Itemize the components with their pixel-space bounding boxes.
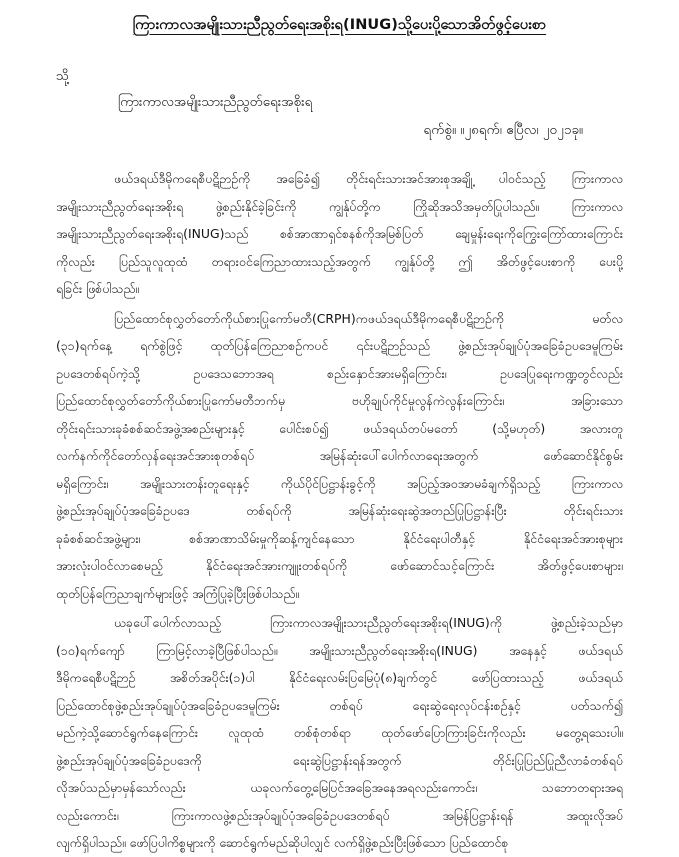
addressee: ကြားကာလအမျိုးသားညီညွတ်ရေးအစိုးရ [118,94,313,110]
paragraph [56,305,623,608]
paragraph-line: ကိုလည်း ပြည်သူလူထုထံ တရားဝင်ကြေညာထားသည့်အတွက် ကျွန်ုပ်တို့ ဤ အိတ်ဖွင့်ပေးစာကို ပေးပို့ [56,253,623,269]
paragraph-line: အမျိုးသားညီညွတ်ရေးအစိုးရ ဖွဲ့စည်းနိုင်ခဲ့ခြင်းကို ကျွန်ုပ်တို့က ကြိုဆိုအသိအမှတ်ပြုပါသည်။ ကြားကာလ [56,198,623,214]
letter-body [56,165,623,857]
paragraph-line: (၃၁)ရက်နေ့ ရက်စွဲဖြင့် ထုတ်ပြန်ကြေညာစဉ်ကပင် ၎င်းပဋိဉာဉ်သည် ဖွဲ့စည်းအုပ်ချုပ်ပုံအခြေခံဥပဒေမူကြမ်း [56,338,623,353]
paragraph-line: တိုင်းရင်းသားခုခံစစ်ဆင်အဖွဲ့အစည်းများနှင့် ပေါင်းစပ်၍ ဖယ်ဒရယ်တပ်မတော် (သို့မဟုတ်) အလားတူ [56,420,623,436]
paragraph [56,165,623,303]
paragraph-line: အားလုံးပါဝင်လာစေမည့် နိုင်ငံရေးအင်အားကျူးတစ်ရပ်ကို ဖော်ဆောင်သင့်ကြောင်း အိတ်ဖွင့်ပေးစာများ၊ [56,558,623,573]
paragraph-line: ပြည်ထောင်စုလွှတ်တော်ကိုယ်စားပြုကော်မတီ(CRPH)ကဖယ်ဒရယ်ဒီမိုကရေစီပဋိဉာဉ်ကို မတ်လ [114,310,623,326]
paragraph-line: ရခြင်း ဖြစ်ပါသည်။ [56,281,140,296]
paragraph [56,609,623,857]
paragraph-line: မည်ကဲ့သို့ဆောင်ရွက်နေကြောင်း လူထုထံ တစ်စုံတစ်ရာ ထုတ်ဖော်ပြောကြားခြင်းကိုလည်း မတွေ့ရသေးပါ။ [56,725,623,740]
salutation: သို့ [56,68,70,84]
paragraph-line: ခုခံစစ်ဆင်အဖွဲ့များ၊ စစ်အာဏာသိမ်းမှုကိုဆန့်ကျင်နေသော နိုင်ငံရေးပါတီနှင့် နိုင်ငံရေးအင်အားစုများ [56,530,623,546]
paragraph-line: ဖယ်ဒရယ်ဒီမိုကရေစီပဋိဉာဉ်ကို အခြေခံ၍ တိုင်းရင်းသားအင်အားစုအချို့ ပါဝင်သည့် ကြားကာလ [114,171,623,186]
paragraph-line: မရှိကြောင်း၊ အမျိုးသားတန်းတူရေးနှင့် ကိုယ်ပိုင်ပြဋ္ဌာန်းခွင့်ကို အပြည့်အဝအာမခံချက်ရှိသည့် ကြားကာလ [56,475,623,491]
paragraph-line: (၁၀)ရက်ကျော် ကြာမြင့်လာခဲ့ပြီဖြစ်ပါသည်။ အမျိုးသားညီညွတ်ရေးအစိုးရ(INUG) အနေနှင့် ဖယ်ဒရယ် [56,642,623,658]
paragraph-line: ဖွဲ့စည်းအုပ်ချုပ်ပုံအခြေခံဥပဒေ တစ်ရပ်ကို အမြန်ဆုံးရေးဆွဲအတည်ပြုပြဋ္ဌာန်းပြီး တိုင်းရင်းသား [56,503,623,518]
paragraph-line: လိုအပ်သည်မှာမှန်သော်လည်း ယခုလက်တွေ့မြေပြင်အခြေအနေအရလည်းကောင်း၊ သဘောတရားအရ [56,780,623,795]
paragraph-line: ဥပဒေတစ်ရပ်ကဲ့သို့ ဥပဒေသဘောအရ စည်းနှောင်အားမရှိကြောင်း၊ ဥပဒေပြုရေးကဏ္ဍတွင်လည်း [56,365,623,381]
paragraph-line: အမျိုးသားညီညွတ်ရေးအစိုးရ(INUG)သည် စစ်အာဏာရှင်စနစ်ကိုအမြစ်ပြတ် ချေမှုန်းရေးကိုကြွေးကြော်ထားကြောင်း [56,226,623,241]
letter-date: ရက်စွဲ။ ။၂၈ရက်၊ ဧပြီလ၊ ၂၀၂၁ခု။ [423,122,583,138]
paragraph-line: လျက်ရှိပါသည်။ ဖော်ပြပါကိစ္စများကို ဆောင်ရွက်မည်ဆိုပါလျှင် လက်ရှိဖွဲ့စည်းပြီးဖြစ်သော ပြည်ထောင်စု [56,835,509,850]
letter-title: ကြားကာလအမျိုးသားညီညွတ်ရေးအစိုးရ(INUG)သို့ပေးပို့သောအိတ်ဖွင့်ပေးစာ [132,17,547,33]
paragraph-line: လည်းကောင်း၊ ကြားကာလဖွဲ့စည်းအုပ်ချုပ်ပုံအခြေခံဥပဒေတစ်ရပ် အမြန်ပြဋ္ဌာန်းရန် အထူးလိုအပ် [56,807,623,823]
paragraph-line: ဒီမိုကရေစီပဋိဉာဉ် အစိတ်အပိုင်း(၁)ပါ နိုင်ငံရေးလမ်းပြမြေပုံ(၈)ချက်တွင် ဖော်ပြထားသည့် ဖယ်ဒရယ် [56,670,623,685]
paragraph-line: ဖွဲ့စည်းအုပ်ချုပ်ပုံအခြေခံဥပဒေကို ရေးဆွဲပြဋ္ဌာန်းရန်အတွက် တိုင်းပြုပြည်ပြုညီလာခံတစ်ရပ် [56,752,623,768]
paragraph-line: ထုတ်ပြန်ကြေညာချက်များဖြင့် အကြံပြုခဲ့ပြီးဖြစ်ပါသည်။ [56,585,300,601]
paragraph-line: ပြည်ထောင်စုဖွဲ့စည်းအုပ်ချုပ်ပုံအခြေခံဥပဒေမူကြမ်း တစ်ရပ် ရေးဆွဲရေးလုပ်ငန်းစဉ်နှင့် ပတ်သက်၍ [56,697,623,713]
paragraph-line: လက်နက်ကိုင်တော်လှန်ရေးအင်အားစုတစ်ရပ် အမြန်ဆုံးပေါ်ပေါက်လာရေးအတွက် ဖော်ဆောင်နိုင်စွမ်း [56,448,623,463]
paragraph-line: ယခုပေါ်ပေါက်လာသည့် ကြားကာလအမျိုးသားညီညွတ်ရေးအစိုးရ(INUG)ကို ဖွဲ့စည်းခဲ့သည်မှာ [114,615,623,630]
paragraph-line: ပြည်ထောင်စုလွှတ်တော်ကိုယ်စားပြုကော်မတီဘက်မှ ဗဟိုချုပ်ကိုင်မှုလွန်ကဲလွန်းကြောင်း၊ အခြားသော [56,393,623,408]
